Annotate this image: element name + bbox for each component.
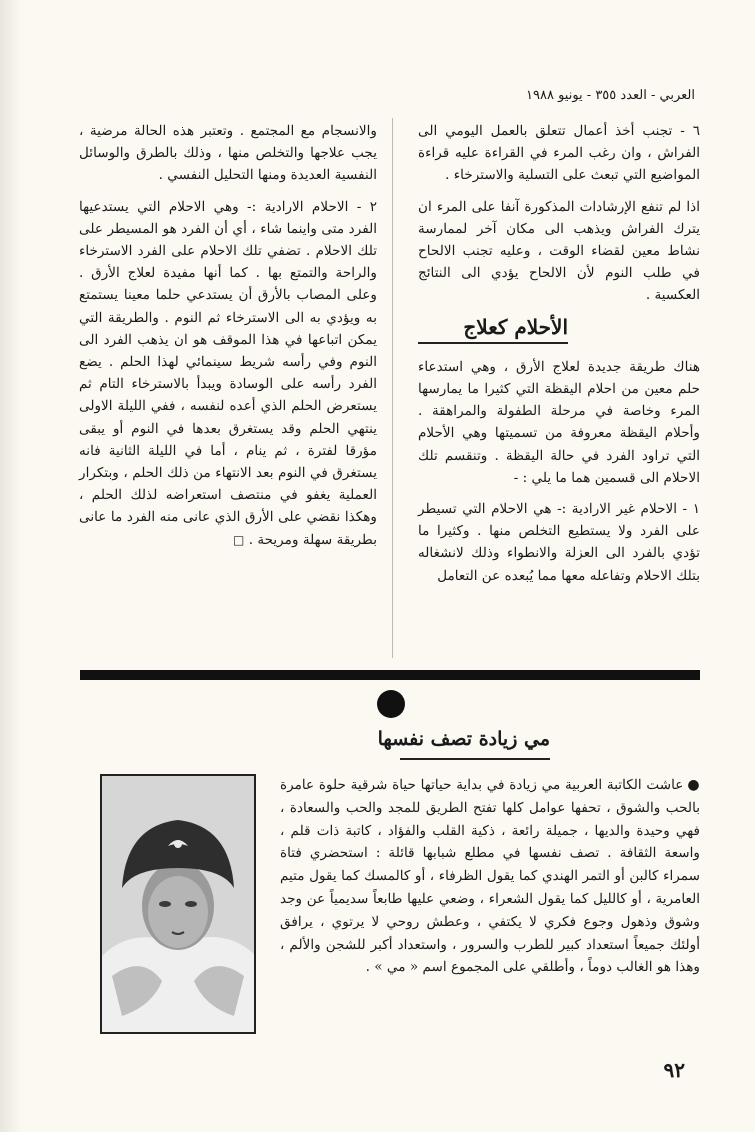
paragraph-social-harmony: والانسجام مع المجتمع . وتعتبر هذه الحالة مرضية ، يجب علاجها والتخلص منها ، وذلك بالطرق والوسائل النفسية العديدة ومنها التحليل النفسي .	[79, 123, 377, 184]
voluntary-dreams-text: ٢ - الاحلام الارادية :- وهي الاحلام التي يستدعيها الفرد متى واينما شاء ، أي أن الفرد هو المسيطر على تلك الاحلام . تضفي تلك الاحلام على الفرد الاسترخاء والراحة والتمتع بها . كما أنها مفيدة لعلاج الأرق . وعلى المصاب بالأرق أن يستدعي حلما معينا يستمتع به ويؤدي به الى الاسترخاء ثم النوم . والطريقة التي يمكن اتباعها في هذا الموقف هو ان يذهب الفرد الى النوم وفي رأسه شريط سينمائي لهذا الحلم . يضع الفرد رأسه على الوسادة ويبدأ بالاسترخاء التام ثم يستعرض الحلم الذي أعده لنفسه ، ففي الليلة الاولى ينتهي الحلم وقد يستغرق بعدها في النوم أو يبقى مؤرقا لفترة ، ثم ينام ، أما في الليلة الثانية فانه يستغرق في النوم بعد الانتهاء من ذلك الحلم ، وبتكرار العملية يغفو في منتصف استعراضه لذلك الحلم ، وهكذا نقضي على الأرق الذي عانى منه الفرد ما عانى بطريقة سهلة ومريحة .	[79, 198, 377, 548]
box-body	[280, 774, 700, 979]
section-heading-dreams-as-cure: الأحلام كعلاج	[418, 316, 568, 344]
portrait-photo	[100, 774, 256, 1034]
section-bullet-dot	[377, 690, 405, 718]
left-column	[79, 120, 377, 560]
box-title: مي زيادة تصف نفسها	[377, 728, 550, 750]
paragraph-involuntary-dreams: ١ - الاحلام غير الارادية :- هي الاحلام التي تسيطر على الفرد ولا يستطيع التخلص منها . وكثيرا ما تؤدي بالفرد الى العزلة والانطواء وذلك لانشغاله بتلك الاحلام وتفاعله معها مما يُبعده عن التعامل	[418, 501, 700, 584]
column-divider	[392, 118, 393, 658]
box-body-text: عاشت الكاتبة العربية مي زيادة في بداية حياتها حياة شرقية حلوة عامرة بالحب والشوق ، تحفها عوامل كلها تفتح الطريق للمجد والحب والسعادة ، فهي وحيدة والديها ، جميلة رائعة ، ذكية القلب والفؤاد ، كاتبة ذات قلم ، واسعة الثقافة . تصف نفسها في مطلع شبابها قائلة : استحضري فتاة سمراء كالبن أو التمر الهندي كما يقول الظرفاء ، أو كالمسك كما يقول متيم العامرية ، أو كالليل كما يقول الشعراء ، وضعي عليها طابعاً سديمياً عن وجد وشوق وذهول وجوع فكري لا يكتفي ، وعطش روحي لا يرتوي ، يرافق أولئك جميعاً استعداد كبير للطرب والسرور ، واستعداد أكبر للشجن والألم ، وهذا هو الغالب دوماً ، وأطلقي على المجموع اسم « مي » .	[280, 777, 700, 976]
paragraph-advice: اذا لم تنفع الإرشادات المذكورة آنفا على المرء ان يترك الفراش ويذهب الى مكان آخر لممارسة نشاط معين لقضاء الوقت ، وعليه تجنب الالحاح في طلب النوم لأن الالحاح يؤدي الى النتائج العكسية .	[418, 198, 700, 304]
paragraph-daydreams-intro: هناك طريقة جديدة لعلاج الأرق ، وهي استدعاء حلم معين من احلام اليقظة التي كثيرا ما يمارسها المرء وخاصة في مرحلة الطفولة والمراهقة . وأحلام اليقظة معروفة من تسميتها وهي الأحلام التي تراود الفرد في حالة اليقظة . وتنقسم تلك الاحلام الى قسمين هما ما يلي : -	[418, 358, 700, 486]
right-column	[418, 120, 700, 596]
magazine-page	[22, 0, 755, 1132]
paragraph-voluntary-dreams	[79, 196, 377, 551]
page-number: ٩٢	[663, 1058, 685, 1082]
section-divider-bar	[80, 670, 700, 680]
end-of-article-mark: □	[233, 532, 245, 547]
scan-edge-shadow	[0, 0, 22, 1132]
box-title-underline	[400, 758, 550, 760]
bullet-icon: ●	[687, 777, 700, 793]
portrait-illustration	[102, 776, 254, 1032]
paragraph-tip-6: ٦ - تجنب أخذ أعمال تتعلق بالعمل اليومي الى الفراش ، وان رغب المرء في القراءة عليه قراءة المواضيع التي تبعث على التسلية والاسترخاء .	[418, 123, 700, 184]
running-header: العربي - العدد ٣٥٥ - يونيو ١٩٨٨	[526, 88, 695, 103]
